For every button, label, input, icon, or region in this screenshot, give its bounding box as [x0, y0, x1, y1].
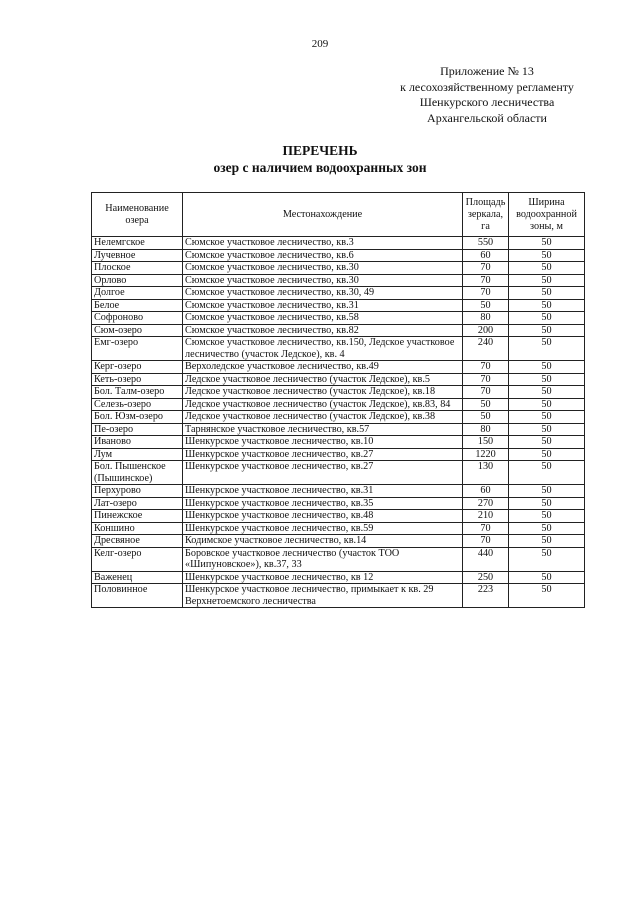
zone-width-cell: 50	[509, 361, 585, 374]
zone-width-cell: 50	[509, 584, 585, 608]
zone-width-cell: 50	[509, 262, 585, 275]
zone-width-cell: 50	[509, 249, 585, 262]
lake-name-cell: Пинежское	[92, 510, 183, 523]
location-cell: Шенкурское участковое лесничество, кв.10	[183, 436, 463, 449]
header-area: Площадь зеркала, га	[463, 193, 509, 237]
lake-name-cell: Иваново	[92, 436, 183, 449]
location-cell: Сюмское участковое лесничество, кв.30, 49	[183, 287, 463, 300]
appendix-note	[374, 64, 600, 126]
table-row	[92, 237, 585, 250]
table-row	[92, 461, 585, 485]
area-cell: 150	[463, 436, 509, 449]
lake-name-cell: Бол. Пышенское (Пышинское)	[92, 461, 183, 485]
lake-name-cell: Селезь-озеро	[92, 398, 183, 411]
title-line-2: озер с наличием водоохранных зон	[213, 160, 427, 175]
location-cell: Шенкурское участковое лесничество, кв.27	[183, 448, 463, 461]
area-cell: 70	[463, 522, 509, 535]
table-row	[92, 522, 585, 535]
zone-width-cell: 50	[509, 398, 585, 411]
lake-name-cell: Бол. Юзм-озеро	[92, 411, 183, 424]
lake-name-cell: Орлово	[92, 274, 183, 287]
zone-width-cell: 50	[509, 312, 585, 325]
area-cell: 550	[463, 237, 509, 250]
lake-name-cell: Емг-озеро	[92, 337, 183, 361]
zone-width-cell: 50	[509, 423, 585, 436]
header-width: Ширина водоохранной зоны, м	[509, 193, 585, 237]
appendix-line-1: Приложение № 13	[440, 64, 534, 78]
lake-name-cell: Долгое	[92, 287, 183, 300]
area-cell: 210	[463, 510, 509, 523]
appendix-line-2: к лесохозяйственному регламенту	[400, 79, 574, 94]
table-row	[92, 497, 585, 510]
location-cell: Ледское участковое лесничество (участок Ледское), кв.5	[183, 373, 463, 386]
lake-name-cell: Половинное	[92, 584, 183, 608]
table-row	[92, 571, 585, 584]
lake-name-cell: Пе-озеро	[92, 423, 183, 436]
table-row	[92, 411, 585, 424]
table-row	[92, 361, 585, 374]
area-cell: 50	[463, 411, 509, 424]
table-row	[92, 436, 585, 449]
lakes-table	[91, 192, 585, 608]
appendix-line-4: Архангельской области	[427, 110, 547, 125]
location-cell: Сюмское участковое лесничество, кв.3	[183, 237, 463, 250]
table-row	[92, 584, 585, 608]
area-cell: 250	[463, 571, 509, 584]
table-row	[92, 373, 585, 386]
table-row	[92, 299, 585, 312]
zone-width-cell: 50	[509, 448, 585, 461]
lake-name-cell: Лат-озеро	[92, 497, 183, 510]
location-cell: Кодимское участковое лесничество, кв.14	[183, 535, 463, 548]
lake-name-cell: Белое	[92, 299, 183, 312]
table-row	[92, 249, 585, 262]
area-cell: 70	[463, 287, 509, 300]
lake-name-cell: Софроново	[92, 312, 183, 325]
lake-name-cell: Бол. Талм-озеро	[92, 386, 183, 399]
zone-width-cell: 50	[509, 237, 585, 250]
zone-width-cell: 50	[509, 274, 585, 287]
area-cell: 60	[463, 485, 509, 498]
zone-width-cell: 50	[509, 461, 585, 485]
zone-width-cell: 50	[509, 510, 585, 523]
lake-name-cell: Перхурово	[92, 485, 183, 498]
header-location: Местонахождение	[183, 193, 463, 237]
zone-width-cell: 50	[509, 373, 585, 386]
lake-name-cell: Нелемгское	[92, 237, 183, 250]
location-cell: Шенкурское участковое лесничество, кв.48	[183, 510, 463, 523]
location-cell: Сюмское участковое лесничество, кв.58	[183, 312, 463, 325]
zone-width-cell: 50	[509, 324, 585, 337]
area-cell: 270	[463, 497, 509, 510]
location-cell: Сюмское участковое лесничество, кв.6	[183, 249, 463, 262]
area-cell: 70	[463, 535, 509, 548]
table-row	[92, 262, 585, 275]
area-cell: 70	[463, 274, 509, 287]
document-title	[0, 142, 640, 176]
lake-name-cell: Коншино	[92, 522, 183, 535]
location-cell: Шенкурское участковое лесничество, кв.27	[183, 461, 463, 485]
area-cell: 240	[463, 337, 509, 361]
zone-width-cell: 50	[509, 287, 585, 300]
zone-width-cell: 50	[509, 411, 585, 424]
lake-name-cell: Керг-озеро	[92, 361, 183, 374]
table-row	[92, 398, 585, 411]
table-row	[92, 386, 585, 399]
location-cell: Шенкурское участковое лесничество, кв.31	[183, 485, 463, 498]
appendix-line-3: Шенкурского лесничества	[419, 95, 555, 109]
zone-width-cell: 50	[509, 485, 585, 498]
location-cell: Ледское участковое лесничество (участок Ледское), кв.38	[183, 411, 463, 424]
area-cell: 70	[463, 373, 509, 386]
title-line-1: ПЕРЕЧЕНЬ	[282, 143, 358, 158]
table-row	[92, 535, 585, 548]
area-cell: 70	[463, 361, 509, 374]
location-cell: Верхоледское участковое лесничество, кв.49	[183, 361, 463, 374]
area-cell: 80	[463, 312, 509, 325]
zone-width-cell: 50	[509, 497, 585, 510]
table-row	[92, 485, 585, 498]
area-cell: 50	[463, 398, 509, 411]
zone-width-cell: 50	[509, 535, 585, 548]
location-cell: Сюмское участковое лесничество, кв.150, Ледское участковое лесничество (участок Ледское), кв. 4	[183, 337, 463, 361]
location-cell: Шенкурское участковое лесничество, кв.35	[183, 497, 463, 510]
lake-name-cell: Лум	[92, 448, 183, 461]
lake-name-cell: Кеть-озеро	[92, 373, 183, 386]
table-row	[92, 287, 585, 300]
header-name: Наименование озера	[92, 193, 183, 237]
area-cell: 70	[463, 386, 509, 399]
zone-width-cell: 50	[509, 386, 585, 399]
location-cell: Сюмское участковое лесничество, кв.31	[183, 299, 463, 312]
area-cell: 200	[463, 324, 509, 337]
lake-name-cell: Дресвяное	[92, 535, 183, 548]
area-cell: 80	[463, 423, 509, 436]
table-row	[92, 312, 585, 325]
location-cell: Ледское участковое лесничество (участок Ледское), кв.83, 84	[183, 398, 463, 411]
table-row	[92, 274, 585, 287]
area-cell: 1220	[463, 448, 509, 461]
location-cell: Ледское участковое лесничество (участок Ледское), кв.18	[183, 386, 463, 399]
table-body	[92, 237, 585, 608]
location-cell: Сюмское участковое лесничество, кв.82	[183, 324, 463, 337]
lake-name-cell: Келг-озеро	[92, 547, 183, 571]
table-row	[92, 337, 585, 361]
table-row	[92, 324, 585, 337]
zone-width-cell: 50	[509, 337, 585, 361]
zone-width-cell: 50	[509, 522, 585, 535]
lake-name-cell: Плоское	[92, 262, 183, 275]
location-cell: Боровское участковое лесничество (участок ТОО «Шипуновское»), кв.37, 33	[183, 547, 463, 571]
table-header	[92, 193, 585, 237]
area-cell: 50	[463, 299, 509, 312]
page-number: 209	[311, 38, 329, 50]
area-cell: 440	[463, 547, 509, 571]
location-cell: Сюмское участковое лесничество, кв.30	[183, 274, 463, 287]
area-cell: 223	[463, 584, 509, 608]
location-cell: Шенкурское участковое лесничество, примыкает к кв. 29 Верхнетоемского лесничества	[183, 584, 463, 608]
table-row	[92, 423, 585, 436]
area-cell: 60	[463, 249, 509, 262]
area-cell: 70	[463, 262, 509, 275]
lake-name-cell: Сюм-озеро	[92, 324, 183, 337]
zone-width-cell: 50	[509, 436, 585, 449]
location-cell: Тарнянское участковое лесничество, кв.57	[183, 423, 463, 436]
area-cell: 130	[463, 461, 509, 485]
location-cell: Шенкурское участковое лесничество, кв 12	[183, 571, 463, 584]
zone-width-cell: 50	[509, 547, 585, 571]
lake-name-cell: Лучевное	[92, 249, 183, 262]
table-row	[92, 448, 585, 461]
location-cell: Шенкурское участковое лесничество, кв.59	[183, 522, 463, 535]
table-row	[92, 510, 585, 523]
table-row	[92, 547, 585, 571]
lake-name-cell: Важенец	[92, 571, 183, 584]
zone-width-cell: 50	[509, 571, 585, 584]
zone-width-cell: 50	[509, 299, 585, 312]
location-cell: Сюмское участковое лесничество, кв.30	[183, 262, 463, 275]
